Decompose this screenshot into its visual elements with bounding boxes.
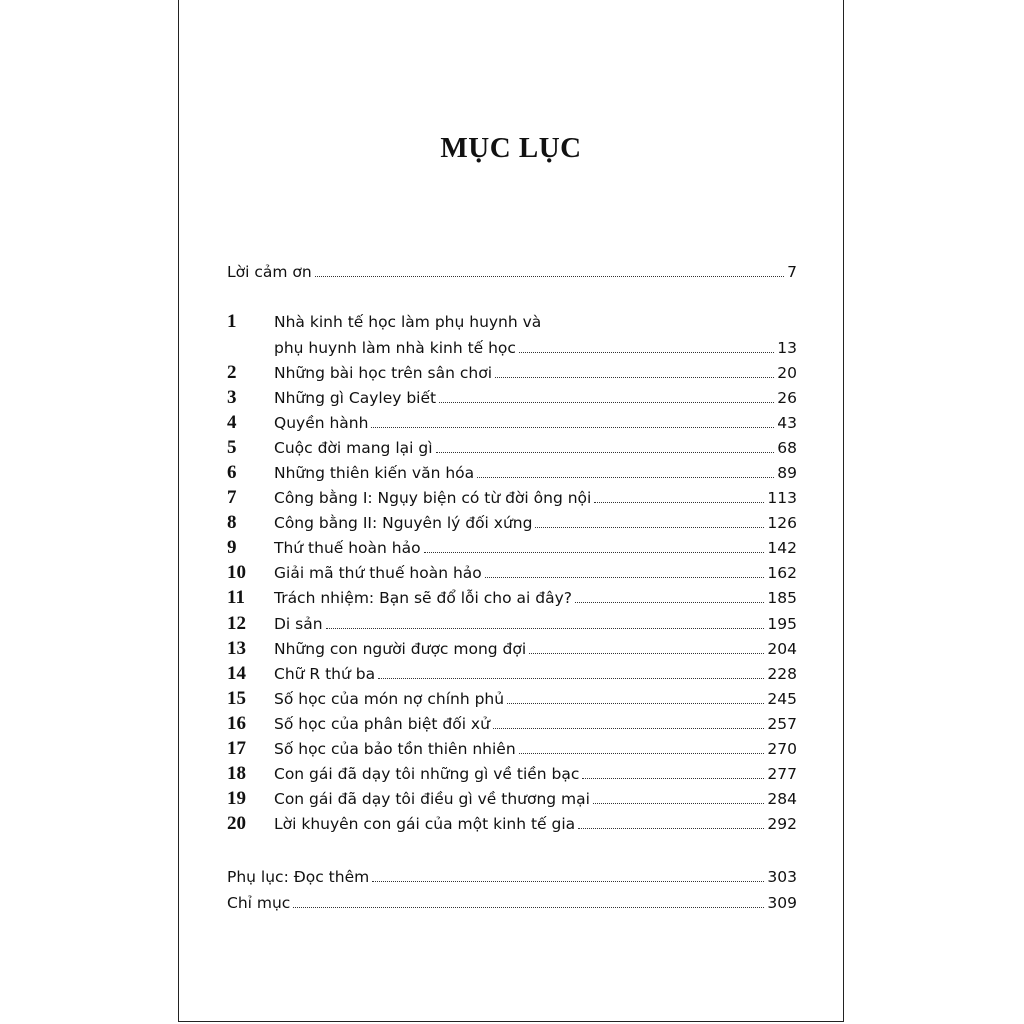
entry-label: Lời khuyên con gái của một kinh tế gia <box>274 814 576 833</box>
chapter-number: 6 <box>227 462 237 484</box>
toc-entry-chapter <box>227 534 797 558</box>
dot-leader <box>582 777 764 779</box>
dot-leader <box>493 727 764 729</box>
entry-label: Những bài học trên sân chơi <box>274 364 493 382</box>
dot-leader <box>372 880 764 882</box>
chapter-number: 18 <box>227 762 246 784</box>
toc-entry-chapter <box>227 735 797 759</box>
dot-leader <box>315 275 784 277</box>
entry-label: Công bằng II: Nguyên lý đối xứng <box>274 514 533 533</box>
entry-page: 162 <box>767 564 797 583</box>
toc-entry-chapter <box>227 584 797 608</box>
toc-entry-chapter <box>227 384 797 408</box>
entry-page: 292 <box>767 814 797 833</box>
chapter-number: 20 <box>227 812 246 834</box>
chapter-number: 16 <box>227 712 246 734</box>
toc-entry-chapter <box>227 559 797 583</box>
chapter-number: 11 <box>227 587 245 609</box>
page-title: MỤC LỤC <box>440 132 582 164</box>
dot-leader <box>326 627 765 629</box>
entry-page: 284 <box>767 789 797 808</box>
entry-label: Trách nhiệm: Bạn sẽ đổ lỗi cho ai đây? <box>274 589 572 608</box>
entry-label: Phụ lục: Đọc thêm <box>227 868 370 886</box>
entry-label: Số học của phân biệt đối xử <box>274 714 490 733</box>
toc-entry-chapter <box>227 685 797 709</box>
entry-label: phụ huynh làm nhà kinh tế học <box>274 339 516 357</box>
chapter-number: 4 <box>227 412 237 434</box>
toc-entry-chapter <box>227 459 797 483</box>
chapter-number: 3 <box>227 387 237 409</box>
entry-label: Giải mã thứ thuế hoàn hảo <box>274 564 482 583</box>
entry-page: 43 <box>777 414 797 433</box>
entry-page: 142 <box>767 539 797 558</box>
dot-leader <box>436 451 775 453</box>
toc-entry-chapter <box>227 635 797 659</box>
entry-label: Con gái đã dạy tôi điều gì về thương mại <box>274 789 590 808</box>
entry-page: 13 <box>777 339 797 357</box>
entry-page: 228 <box>767 664 797 683</box>
dot-leader <box>529 652 764 654</box>
toc-entry-chapter <box>227 785 797 809</box>
entry-page: 7 <box>787 263 797 281</box>
entry-page: 309 <box>767 894 797 912</box>
dot-leader <box>535 526 764 528</box>
entry-label: Chữ R thứ ba <box>274 664 376 683</box>
dot-leader <box>424 551 765 553</box>
book-page <box>178 0 844 1022</box>
toc-entry-chapter <box>227 434 797 458</box>
chapter-number: 2 <box>227 362 237 383</box>
toc-entry-chapter <box>227 610 797 634</box>
chapter-number: 15 <box>227 687 246 709</box>
toc-entry-chapter <box>227 409 797 433</box>
dot-leader <box>378 677 764 679</box>
entry-page: 89 <box>777 464 797 483</box>
entry-page: 113 <box>767 489 797 508</box>
dot-leader <box>575 601 764 603</box>
dot-leader <box>578 827 764 829</box>
entry-page: 277 <box>767 764 797 783</box>
toc-entry-chapter <box>227 509 797 533</box>
entry-page: 204 <box>767 639 797 658</box>
toc-entry-acknowledgements <box>227 258 797 282</box>
chapter-number: 9 <box>227 537 237 559</box>
chapter-number: 5 <box>227 437 237 459</box>
toc-entry-chapter <box>227 760 797 784</box>
entry-page: 270 <box>767 739 797 758</box>
dot-leader <box>477 476 774 478</box>
entry-page: 303 <box>767 868 797 886</box>
entry-label: Những gì Cayley biết <box>274 389 437 408</box>
entry-page: 26 <box>777 389 797 408</box>
entry-page: 68 <box>777 439 797 458</box>
chapter-number: 14 <box>227 662 246 684</box>
dot-leader <box>593 802 764 804</box>
entry-label: Công bằng I: Ngụy biện có từ đời ông nội <box>274 489 592 508</box>
entry-label: Số học của bảo tồn thiên nhiên <box>274 739 516 758</box>
dot-leader <box>439 401 774 403</box>
entry-page: 245 <box>767 689 797 708</box>
toc-entry-appendix <box>227 863 797 887</box>
chapter-number: 19 <box>227 787 246 809</box>
toc-entry-index <box>227 889 797 913</box>
entry-label: Con gái đã dạy tôi những gì về tiền bạc <box>274 764 580 783</box>
chapter-number: 1 <box>227 311 237 332</box>
entry-label: Số học của món nợ chính phủ <box>274 689 505 708</box>
dot-leader <box>519 752 765 754</box>
entry-page: 195 <box>767 614 797 633</box>
entry-label: Quyền hành <box>274 414 369 433</box>
entry-label: Chỉ mục <box>227 894 291 912</box>
entry-label: Những con người được mong đợi <box>274 639 527 658</box>
toc-entry-chapter-1-line1 <box>227 308 797 332</box>
entry-label: Nhà kinh tế học làm phụ huynh và <box>274 313 542 331</box>
chapter-number: 12 <box>227 612 246 634</box>
entry-label: Lời cảm ơn <box>227 263 312 281</box>
dot-leader <box>485 576 765 578</box>
entry-page: 257 <box>767 714 797 733</box>
toc-entry-chapter <box>227 660 797 684</box>
dot-leader <box>519 351 774 353</box>
entry-label: Di sản <box>274 614 323 633</box>
chapter-number: 8 <box>227 512 237 534</box>
toc-entry-chapter-1-line2 <box>227 334 797 358</box>
toc-entry-chapter <box>227 810 797 834</box>
chapter-number: 10 <box>227 562 246 584</box>
chapter-number: 7 <box>227 487 237 509</box>
dot-leader <box>594 501 764 503</box>
entry-label: Cuộc đời mang lại gì <box>274 439 433 458</box>
entry-page: 20 <box>777 364 797 382</box>
toc-entry-chapter <box>227 710 797 734</box>
toc-entry-chapter <box>227 359 797 383</box>
chapter-number: 13 <box>227 637 246 659</box>
dot-leader <box>371 426 774 428</box>
dot-leader <box>293 906 764 908</box>
dot-leader <box>507 702 764 704</box>
entry-label: Thứ thuế hoàn hảo <box>274 539 421 558</box>
toc-entry-chapter <box>227 484 797 508</box>
chapter-number: 17 <box>227 737 246 759</box>
entry-page: 126 <box>767 514 797 533</box>
entry-label: Những thiên kiến văn hóa <box>274 464 475 483</box>
dot-leader <box>495 376 774 378</box>
entry-page: 185 <box>767 589 797 608</box>
